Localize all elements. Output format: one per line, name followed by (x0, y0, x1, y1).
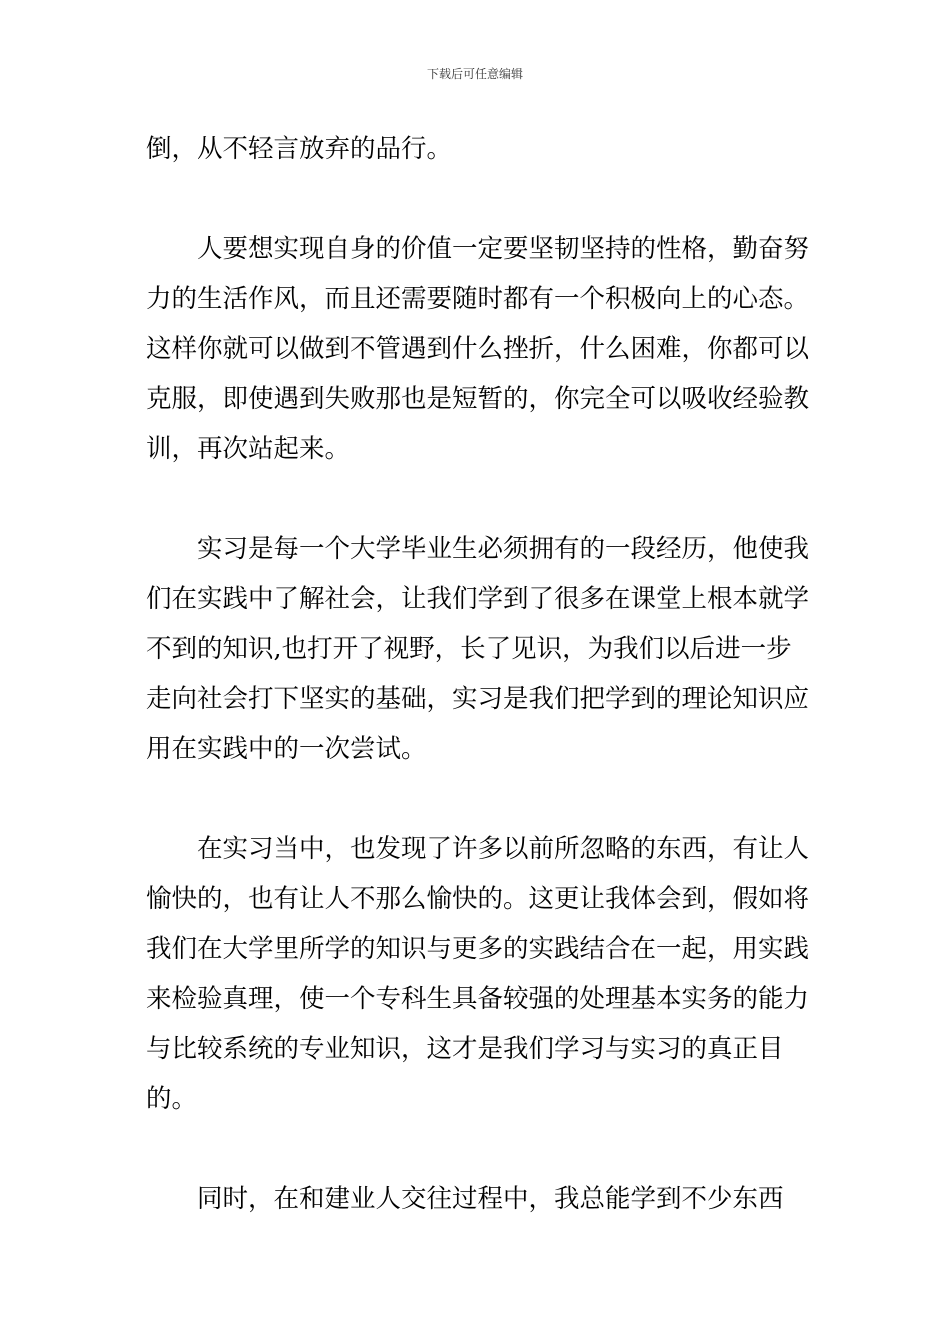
paragraph-1: 倒，从不轻言放弃的品行。 (146, 134, 453, 164)
paragraph-3: 实习是每一个大学毕业生必须拥有的一段经历，他使我们在实践中了解社会，让我们学到了很多在课堂上根本就学不到的知识,也打开了视野，长了见识，为我们以后进一步走向社会打下坚实的基础，实习是我们把学到的理论知识应用在实践中的一次尝试。 (146, 534, 810, 764)
paragraph-2: 人要想实现自身的价值一定要坚韧坚持的性格，勤奋努力的生活作风，而且还需要随时都有一个积极向上的心态。这样你就可以做到不管遇到什么挫折，什么困难，你都可以克服，即使遇到失败那也是短暂的，你完全可以吸收经验教训，再次站起来。 (146, 234, 810, 464)
paragraph-gap (146, 774, 816, 824)
document-body (146, 124, 816, 1224)
paragraph-gap (146, 1124, 816, 1174)
paragraph-5: 同时，在和建业人交往过程中，我总能学到不少东西 (197, 1184, 784, 1214)
paragraph-4: 在实习当中，也发现了许多以前所忽略的东西，有让人愉快的，也有让人不那么愉快的。这更让我体会到，假如将我们在大学里所学的知识与更多的实践结合在一起，用实践来检验真理，使一个专科生具备较强的处理基本实务的能力与比较系统的专业知识，这才是我们学习与实习的真正目的。 (146, 834, 810, 1114)
page-header: 下载后可任意编辑 (426, 67, 523, 81)
paragraph-gap (146, 474, 816, 524)
paragraph-gap (146, 174, 816, 224)
